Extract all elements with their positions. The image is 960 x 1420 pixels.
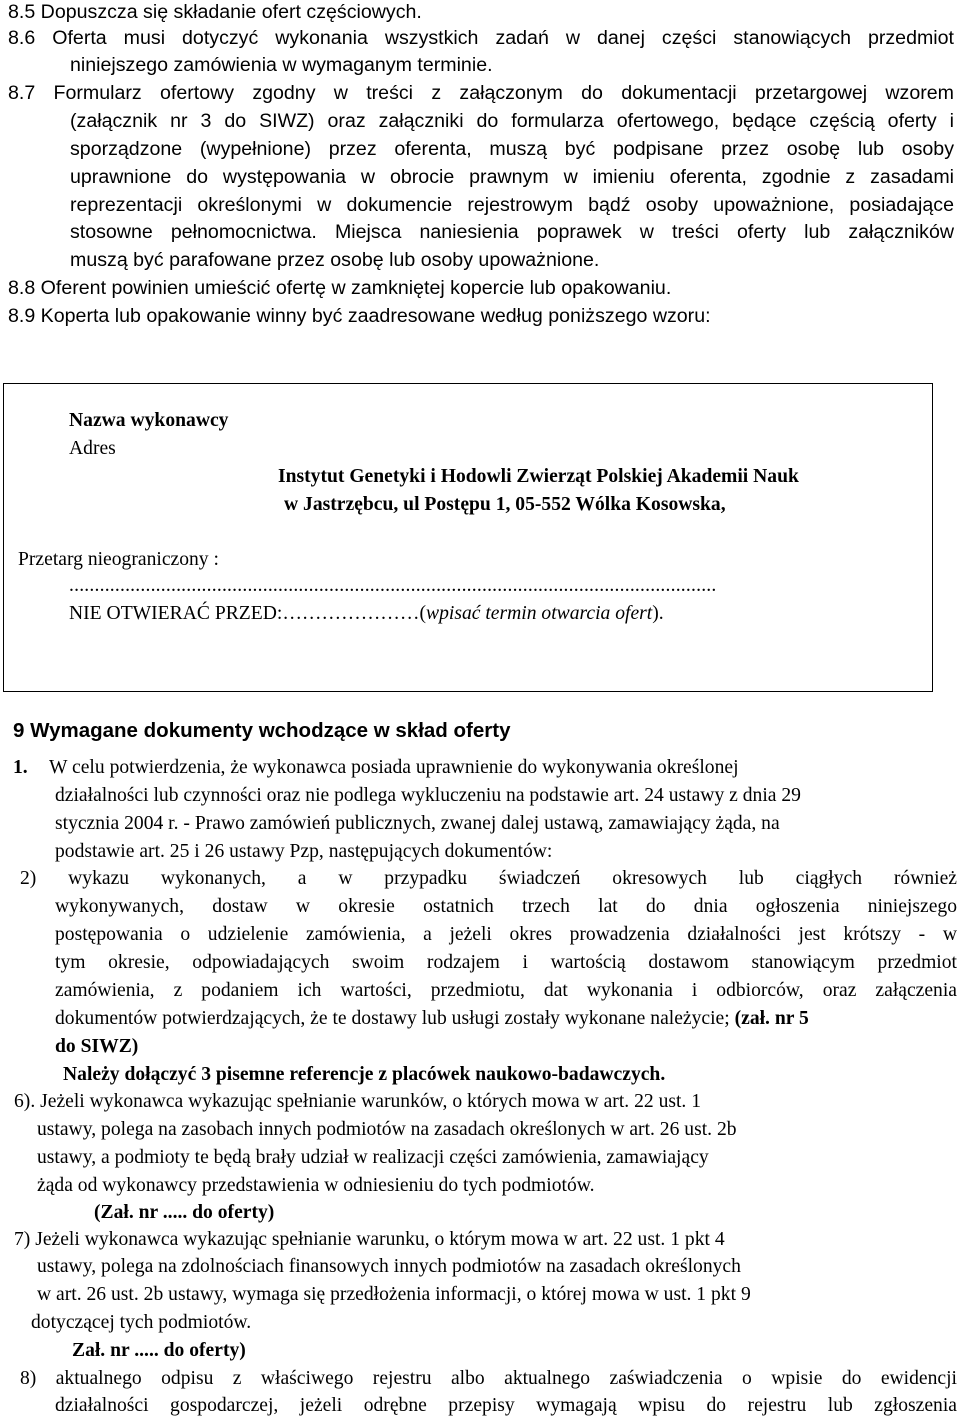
item-2-line-1: 2) wykazu wykonanych, a w przypadku świadczeń okresowych lub ciągłych również (20, 868, 957, 889)
item-1-number: 1. (13, 757, 28, 778)
item-2-line-3: postępowania o udzielenie zamówienia, a jeżeli okres prowadzenia działalności jest krótszy - w (55, 924, 957, 945)
item-7-line-1: 7) Jeżeli wykonawca wykazując spełnianie warunku, o którym mowa w art. 22 ust. 1 pkt 4 (14, 1229, 725, 1250)
do-not-open-end: ). (652, 603, 664, 624)
point-8-8: 8.8 Oferent powinien umieścić ofertę w zamkniętej kopercie lub opakowaniu. (8, 277, 672, 299)
item-6-line-3: ustawy, a podmioty te będą brały udział w realizacji części zamówienia, zamawiający (37, 1147, 709, 1168)
address-label: Adres (69, 438, 116, 459)
point-8-7-line-3: sporządzone (wypełnione) przez oferenta, muszą być podpisane przez osobę lub osoby (70, 138, 954, 160)
do-not-open-line (69, 600, 664, 628)
item-6-line-4: żąda od wykonawcy przedstawienia w odniesieniu do tych podmiotów. (37, 1175, 595, 1196)
item-7-annex-ref: Zał. nr ..... do oferty) (72, 1340, 246, 1361)
recipient-line-2: w Jastrzębcu, ul Postępu 1, 05-552 Wólka Kosowska, (284, 494, 726, 515)
item-7-line-3: w art. 26 ust. 2b ustawy, wymaga się przedłożenia informacji, o której mowa w ust. 1 pkt 9 (37, 1284, 751, 1305)
recipient-line-1: Instytut Genetyki i Hodowli Zwierząt Polskiej Akademii Nauk (278, 466, 799, 487)
point-8-7-line-2: (załącznik nr 3 do SIWZ) oraz załączniki do formularza ofertowego, będące częścią oferty i (70, 110, 954, 132)
point-8-6-line-1: 8.6 Oferta musi dotyczyć wykonania wszystkich zadań w danej części stanowiących przedmiot (8, 27, 954, 49)
item-2-line-6 (55, 1005, 809, 1033)
item-6-line-1: 6). Jeżeli wykonawca wykazując spełnianie warunków, o których mowa w art. 22 ust. 1 (14, 1091, 702, 1112)
point-8-6-line-2: niniejszego zamówienia w wymaganym terminie. (70, 54, 493, 76)
point-8-7-line-4: uprawnione do występowania w obrocie prawnym w imieniu oferenta, zgodnie z zasadami (70, 166, 954, 188)
item-2-line-5: zamówienia, z podaniem ich wartości, przedmiotu, dat wykonania i odbiorców, oraz załączenia (55, 980, 957, 1001)
item-8-line-2: działalności gospodarczej, jeżeli odrębne przepisy wymagają wpisu do rejestru lub zgłoszenia (55, 1395, 957, 1416)
item-7-line-2: ustawy, polega na zdolnościach finansowych innych podmiotów na zasadach określonych (37, 1256, 741, 1277)
point-8-7-line-1: 8.7 Formularz ofertowy zgodny w treści z załączonym do dokumentacji przetargowej wzorem (8, 82, 954, 104)
item-2-line-6-text: dokumentów potwierdzających, że te dostawy lub usługi zostały wykonane należycie; (55, 1008, 735, 1029)
point-8-7-line-6: stosowne pełnomocnictwa. Miejsca naniesienia poprawek w treści oferty lub załączników (70, 221, 954, 243)
item-1-line-4: podstawie art. 25 i 26 ustawy Pzp, następujących dokumentów: (55, 841, 553, 862)
opening-date-hint: wpisać termin otwarcia ofert (426, 603, 653, 624)
item-1-line-2: działalności lub czynności oraz nie podlega wykluczeniu na podstawie art. 24 ustawy z dnia 29 (55, 785, 801, 806)
item-2-annex-ref: (zał. nr 5 (734, 1008, 809, 1029)
item-2-line-4: tym okresie, odpowiadających swoim rodzajem i wartością dostawom stanowiącym przedmiot (55, 952, 957, 973)
item-2-references-note: Należy dołączyć 3 pisemne referencje z placówek naukowo-badawczych. (63, 1064, 666, 1085)
do-not-open-label: NIE OTWIERAĆ PRZED:…………………( (69, 603, 427, 624)
contractor-name-label: Nazwa wykonawcy (69, 410, 229, 431)
point-8-5: 8.5 Dopuszcza się składanie ofert częściowych. (8, 1, 422, 23)
item-7-line-4: dotyczącej tych podmiotów. (31, 1312, 252, 1333)
item-1-line-3: stycznia 2004 r. - Prawo zamówień publicznych, zwanej dalej ustawą, zamawiający żąda, na (55, 813, 780, 834)
point-8-9: 8.9 Koperta lub opakowanie winny być zaadresowane według poniższego wzoru: (8, 305, 711, 327)
item-2-line-7: do SIWZ) (55, 1036, 139, 1057)
item-1-line-1: W celu potwierdzenia, że wykonawca posiada uprawnienie do wykonywania określonej (49, 757, 739, 778)
item-6-line-2: ustawy, polega na zasobach innych podmiotów na zasadach określonych w art. 26 ust. 2b (37, 1119, 737, 1140)
item-6-annex-ref: (Zał. nr ..... do oferty) (94, 1202, 275, 1223)
dotted-line: ............................................................................................................................... (69, 575, 717, 596)
item-2-line-2: wykonywanych, dostaw w okresie ostatnich trzech lat do dnia ogłoszenia niniejszego (55, 896, 957, 917)
section-9-heading: 9 Wymagane dokumenty wchodzące w skład oferty (13, 719, 511, 742)
item-8-line-1: 8) aktualnego odpisu z właściwego rejestru albo aktualnego zaświadczenia o wpisie do ewidencji (20, 1368, 957, 1389)
tender-type-label: Przetarg nieograniczony : (18, 549, 219, 570)
point-8-7-line-5: reprezentacji określonymi w dokumencie rejestrowym bądź osoby upoważnione, posiadające (70, 194, 954, 216)
point-8-7-line-7: muszą być parafowane przez osobę lub osoby upoważnione. (70, 249, 600, 271)
